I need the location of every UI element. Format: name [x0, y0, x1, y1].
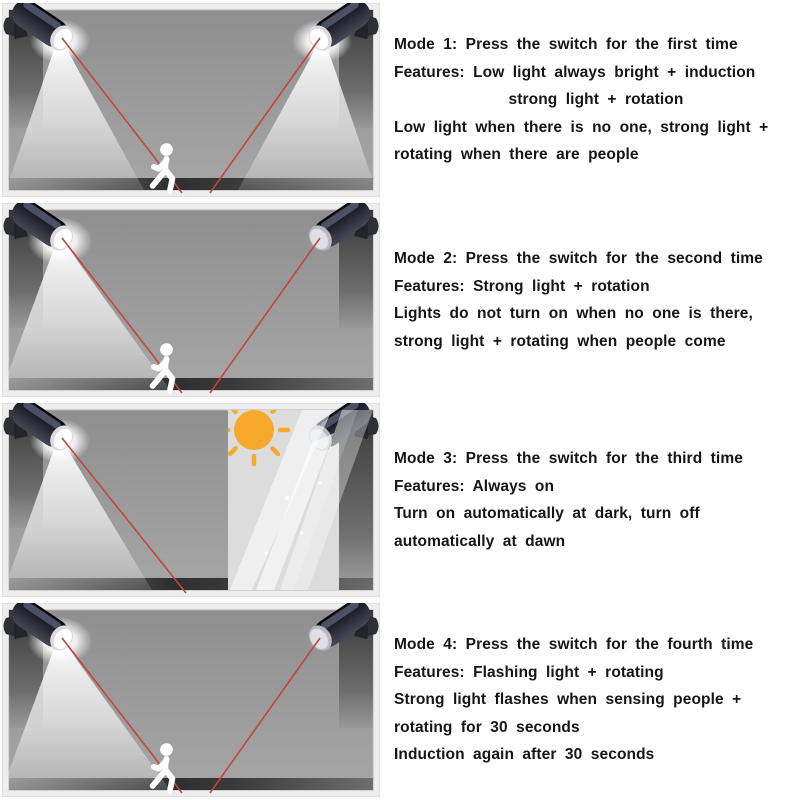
mode-1-features-cont: strong light + rotation	[508, 91, 684, 109]
mode-2-features: Features: Strong light + rotation	[394, 277, 650, 295]
mode-1-title: Mode 1: Press the switch for the first time	[394, 36, 738, 54]
mode-3-text	[380, 445, 800, 555]
mode-4-title: Mode 4: Press the switch for the fourth time	[394, 636, 754, 654]
mode-4-scene	[2, 603, 380, 797]
mode-3-title: Mode 3: Press the switch for the third time	[394, 450, 743, 467]
mode-1-desc-2: rotating when there are people	[394, 146, 639, 164]
mode-3-desc-1: Turn on automatically at dark, turn off	[394, 505, 700, 522]
mode-2-desc-1: Lights do not turn on when no one is there,	[394, 305, 753, 322]
mode-1-scene	[2, 3, 380, 197]
mode-4-desc-2: rotating for 30 seconds	[394, 718, 580, 736]
mode-1-illustration	[2, 3, 380, 197]
mode-4-text	[380, 631, 800, 769]
mode-3-features: Features: Always on	[394, 477, 555, 495]
mode-4-section	[0, 600, 800, 800]
mode-2-section	[0, 200, 800, 400]
mode-3-illustration	[2, 403, 380, 597]
mode-2-text	[380, 245, 800, 355]
mode-4-desc-1: Strong light flashes when sensing people +	[394, 691, 742, 709]
mode-3-section	[0, 400, 800, 600]
mode-2-title: Mode 2: Press the switch for the second time	[394, 250, 763, 267]
mode-4-desc-3: Induction again after 30 seconds	[394, 746, 655, 764]
mode-4-illustration	[2, 603, 380, 797]
mode-1-text	[380, 31, 800, 169]
mode-3-desc-2: automatically at dawn	[394, 532, 566, 550]
mode-4-features: Features: Flashing light + rotating	[394, 663, 664, 681]
mode-1-features: Features: Low light always bright + induction	[394, 63, 756, 81]
mode-1-desc-1: Low light when there is no one, strong light +	[394, 118, 769, 136]
mode-2-illustration	[2, 203, 380, 397]
mode-1-section	[0, 0, 800, 200]
mode-2-scene	[2, 203, 380, 397]
mode-2-desc-2: strong light + rotating when people come	[394, 332, 726, 350]
mode-3-scene	[2, 403, 380, 597]
